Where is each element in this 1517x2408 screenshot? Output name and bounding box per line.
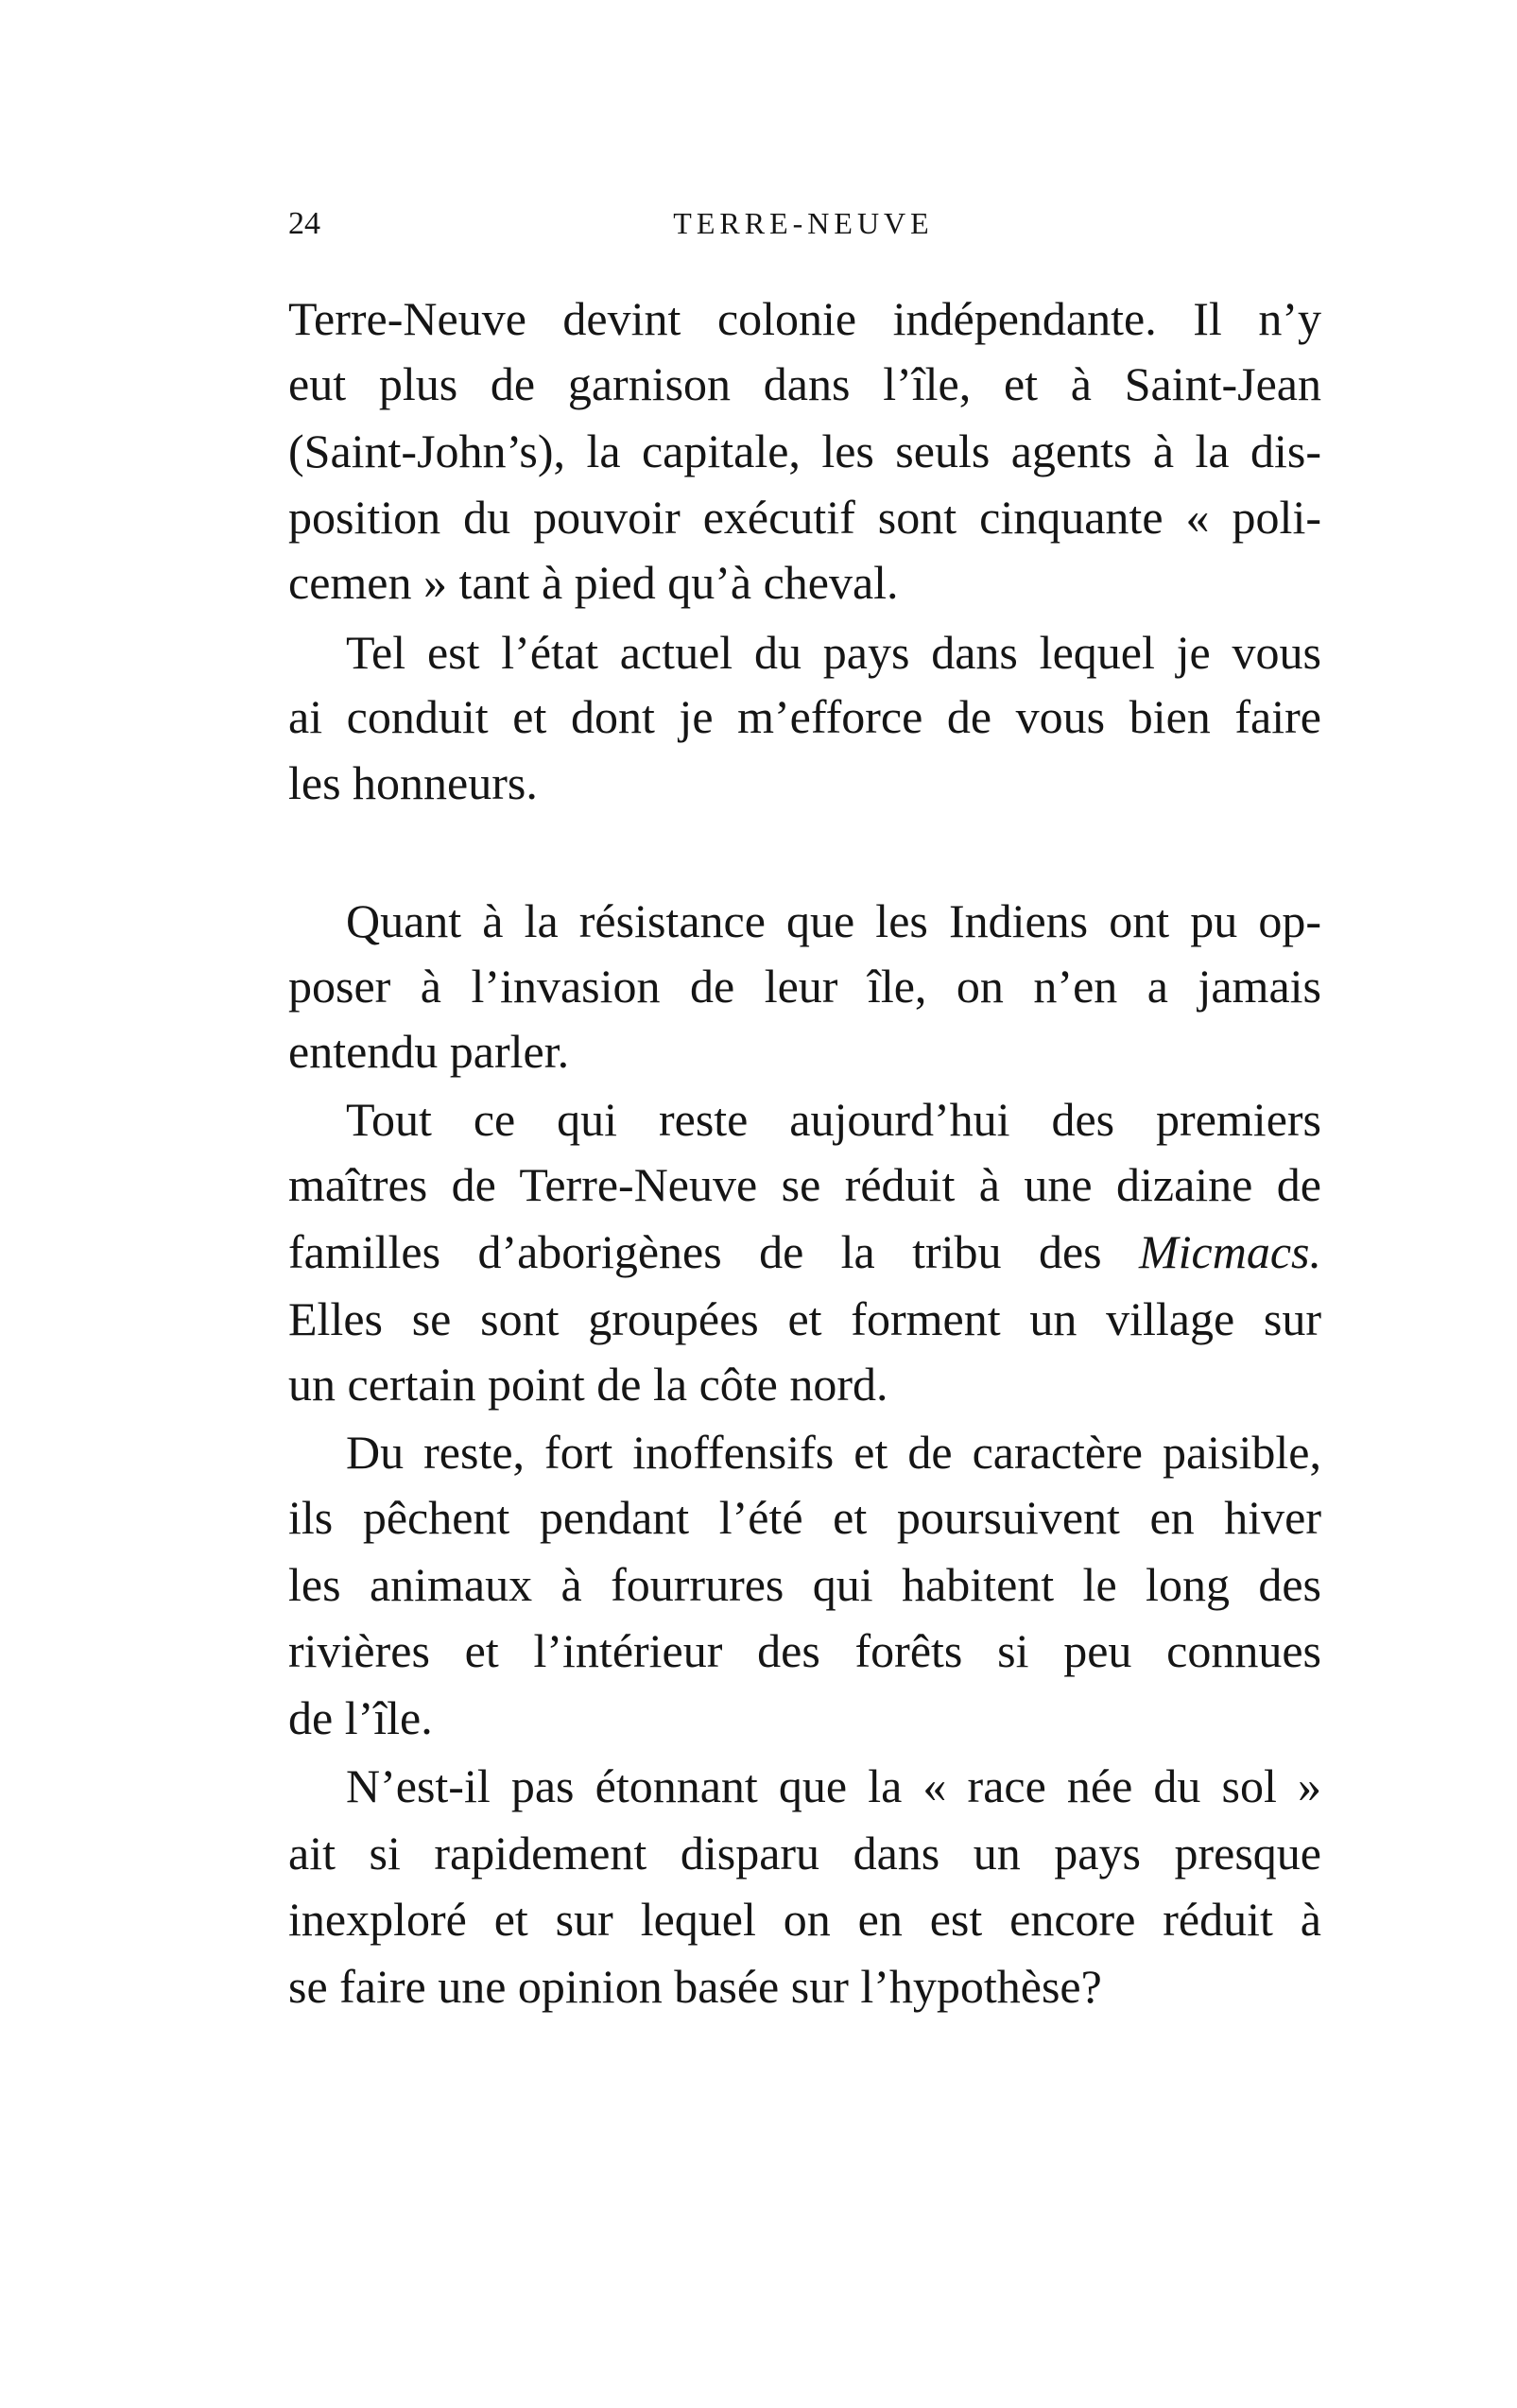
text-line: eut plus de garnison dans l’île, et à Saint-Jean <box>288 357 1321 410</box>
text-line: Elles se sont groupées et forment un village sur <box>288 1292 1321 1345</box>
text-line: rivières et l’intérieur des forêts si peu connues <box>288 1624 1321 1677</box>
italic-word: Micmacs. <box>1139 1225 1321 1278</box>
text-line: N’est-il pas étonnant que la « race née du sol » <box>346 1759 1321 1812</box>
text-line: Terre-Neuve devint colonie indépendante. Il n’y <box>288 292 1321 345</box>
text-line: Tel est l’état actuel du pays dans lequel je vous <box>346 626 1321 679</box>
text-line: Tout ce qui reste aujourd’hui des premiers <box>346 1093 1321 1146</box>
text-line: se faire une opinion basée sur l’hypothèse? <box>288 1960 1102 2013</box>
text-line: poser à l’invasion de leur île, on n’en a jamais <box>288 960 1321 1013</box>
running-head: TERRE-NEUVE <box>673 206 934 240</box>
text-line: les animaux à fourrures qui habitent le long des <box>288 1558 1321 1611</box>
text-line: maîtres de Terre-Neuve se réduit à une dizaine de <box>288 1158 1321 1211</box>
text-line: Quant à la résistance que les Indiens ont pu op- <box>346 894 1321 947</box>
page-number: 24 <box>288 206 320 241</box>
text-segment: familles d’aborigènes de la tribu des <box>288 1225 1102 1278</box>
text-line: ai conduit et dont je m’efforce de vous bien faire <box>288 690 1321 743</box>
text-line: cemen » tant à pied qu’à cheval. <box>288 556 899 609</box>
text-line: position du pouvoir exécutif sont cinquante « poli- <box>288 491 1321 544</box>
text-line: (Saint-John’s), la capitale, les seuls agents à la dis- <box>288 424 1321 477</box>
text-line: de l’île. <box>288 1691 433 1744</box>
text-line <box>288 1223 1321 1280</box>
text-line: Du reste, fort inoffensifs et de caractère paisible, <box>346 1426 1321 1479</box>
text-line: inexploré et sur lequel on en est encore réduit à <box>288 1893 1321 1946</box>
text-line: un certain point de la côte nord. <box>288 1358 888 1411</box>
text-line: ait si rapidement disparu dans un pays presque <box>288 1827 1321 1880</box>
text-line: les honneurs. <box>288 756 538 809</box>
text-line: entendu parler. <box>288 1025 570 1078</box>
text-line: ils pêchent pendant l’été et poursuivent en hiver <box>288 1491 1321 1544</box>
